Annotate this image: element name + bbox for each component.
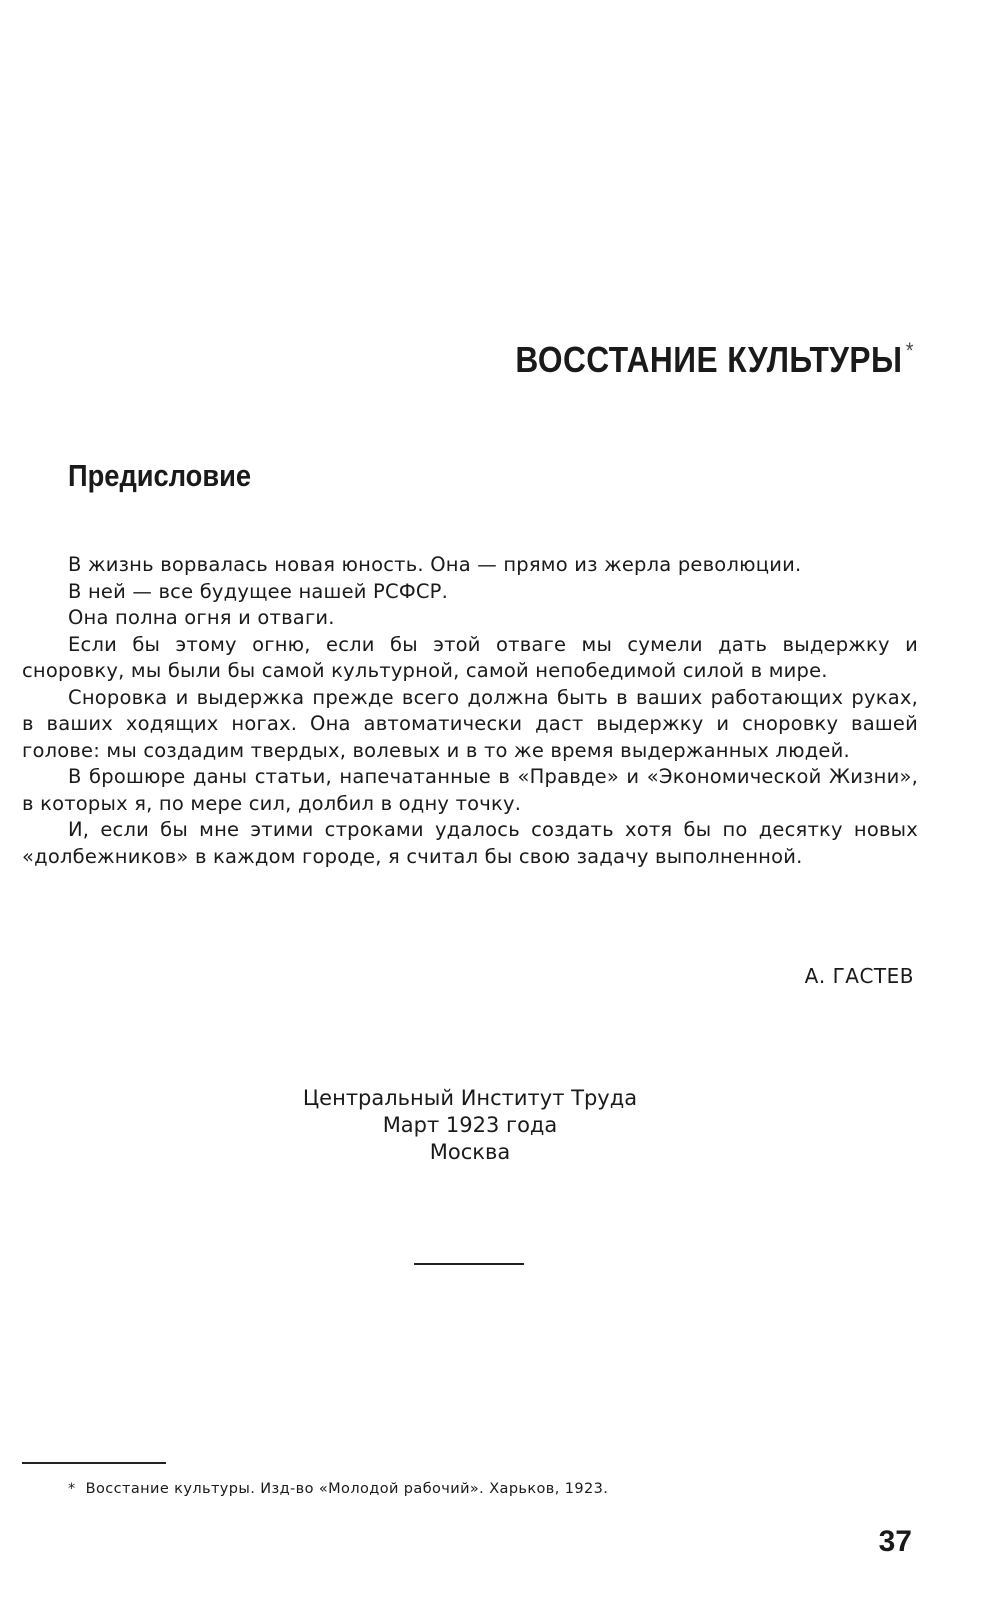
section-divider xyxy=(414,1263,524,1265)
article-title xyxy=(515,338,914,381)
title-footnote-mark: * xyxy=(906,338,914,363)
footnote-divider xyxy=(22,1462,166,1464)
section-heading: Предисловие xyxy=(68,458,252,493)
paragraph: Она полна огня и отваги. xyxy=(68,606,335,629)
imprint-city: Москва xyxy=(429,1140,511,1164)
footnote-mark: * xyxy=(68,1481,76,1497)
footnote-text: Восстание культуры. Изд-во «Молодой рабочий». Харьков, 1923. xyxy=(85,1481,609,1497)
paragraph: Если бы этому огню, если бы этой отваге мы сумели дать выдержку и сноровку, мы были бы самой культурной, самой непобедимой силой в мире. xyxy=(22,632,918,682)
paragraph: В ней — все будущее нашей РСФСР. xyxy=(68,579,448,603)
footnote xyxy=(68,1481,608,1497)
paragraph: В брошюре даны статьи, напечатанные в «Правде» и «Экономической Жизни», в которых я, по мере сил, долбил в одну точку. xyxy=(22,765,918,815)
author-signature: А. ГАСТЕВ xyxy=(804,964,914,988)
preface-body xyxy=(22,552,918,870)
paragraph: И, если бы мне этими строками удалось создать хотя бы по десятку новых «долбежников» в каждом городе, я считал бы свою задачу выполненной. xyxy=(22,818,918,868)
page-number: 37 xyxy=(878,1525,912,1558)
imprint-block xyxy=(0,1085,940,1166)
paragraph: В жизнь ворвалась новая юность. Она — прямо из жерла революции. xyxy=(68,553,802,576)
paragraph: Сноровка и выдержка прежде всего должна быть в ваших работающих руках, в ваших ходящих ногах. Она автоматически даст выдержку и сноровку вашей голове: мы создадим твердых, волевых и в то же время выдержанных людей. xyxy=(22,685,918,762)
imprint-date: Март 1923 года xyxy=(382,1113,558,1137)
article-title-text: ВОССТАНИЕ КУЛЬТУРЫ xyxy=(515,339,903,380)
imprint-institution: Центральный Институт Труда xyxy=(302,1086,638,1110)
